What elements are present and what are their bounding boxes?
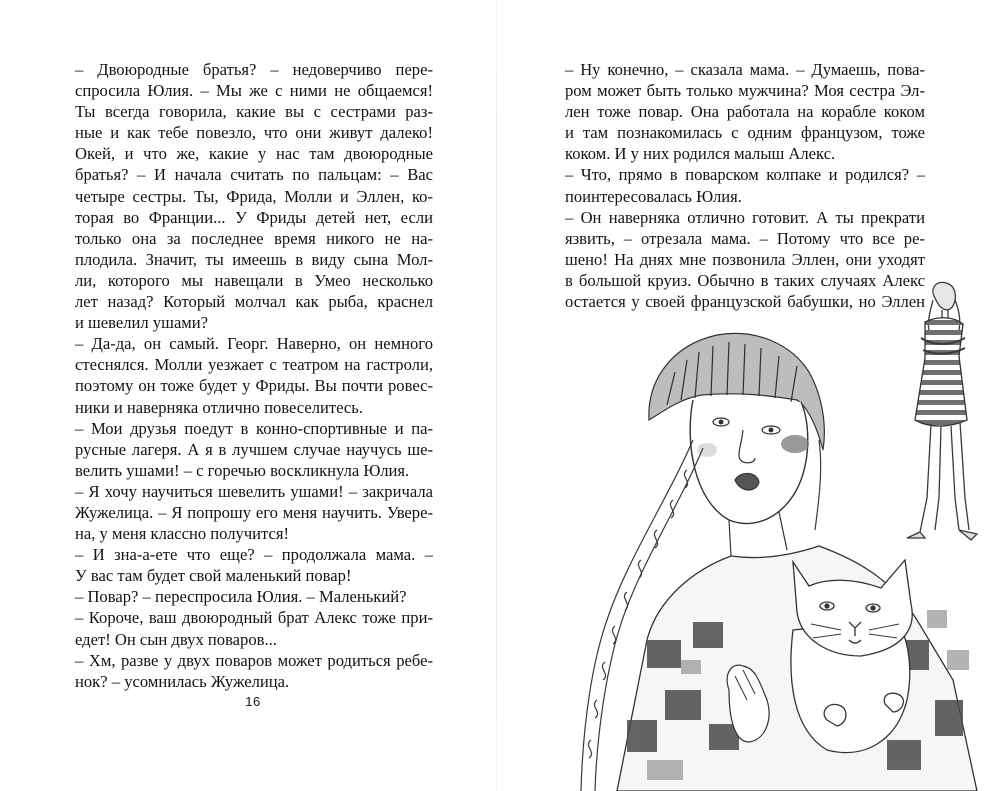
text-line: на, у меня классно получится! xyxy=(75,524,290,544)
text-line: плодила. Значит, ты имеешь в виду сына Мол- xyxy=(75,249,433,269)
text-line: ром может быть только мужчина? Моя сестра Эл- xyxy=(565,81,925,101)
standing-girl-figure xyxy=(907,282,977,540)
text-line: ники и наверняка отлично повеселитесь. xyxy=(75,397,364,417)
text-line: торая во Франции... У Фриды детей нет, если xyxy=(75,207,433,227)
right-page xyxy=(497,0,994,791)
text-line: – И зна-а-ете что еще? – продолжала мама. – xyxy=(75,545,433,565)
text-line: лен тоже повар. Она работала на корабле коком xyxy=(565,102,925,122)
cat-figure xyxy=(791,560,912,753)
text-line: лет назад? Который молчал как рыба, краснел xyxy=(75,292,433,312)
text-line: поинтересовалась Юлия. xyxy=(565,186,742,206)
text-line: четыре сестры. Ты, Фрида, Молли и Эллен, ко- xyxy=(75,186,433,206)
text-line: ные и как тебе повезло, что они живут далеко! xyxy=(75,123,433,143)
text-line: – Что, прямо в поварском колпаке и родился? – xyxy=(565,165,925,185)
text-line: Окей, и что же, какие у нас там двоюродные xyxy=(75,144,433,164)
page-number: 16 xyxy=(245,694,261,709)
text-line: братья? – И начала считать по пальцам: – Вас xyxy=(75,165,433,185)
text-line: ли, которого мы навещали в Умео несколько xyxy=(75,270,433,290)
text-line: Жужелица. – Я попрошу его меня научить. Увере- xyxy=(75,502,433,522)
left-page-text xyxy=(75,59,433,692)
text-line: нок? – усомнилась Жужелица. xyxy=(75,671,290,691)
text-line: коком. И у них родился малыш Алекс. xyxy=(565,144,836,164)
text-line: едет! Он сын двух поваров... xyxy=(75,629,277,649)
text-line: поэтому он тоже будет у Фриды. Вы почти ровес- xyxy=(75,376,433,396)
text-line: Ты всегда говорила, какие вы с сестрами раз- xyxy=(75,102,433,122)
text-line: – Мои друзья поедут в конно-спортивные и па- xyxy=(75,418,433,438)
text-line: шено! На днях мне позвонила Эллен, они уходят xyxy=(565,249,925,269)
text-line: – Двоюродные братья? – недоверчиво пере- xyxy=(75,60,433,79)
text-line: велить ушами! – с горечью воскликнула Юлия. xyxy=(75,460,410,480)
text-line: – Ну конечно, – сказала мама. – Думаешь, пова- xyxy=(565,60,925,79)
text-line: – Хм, разве у двух поваров может родиться ребе- xyxy=(75,650,433,670)
text-line: – Короче, ваш двоюродный брат Алекс тоже при- xyxy=(75,608,433,628)
text-line: – Он наверняка отлично готовит. А ты прекрати xyxy=(565,207,925,227)
text-line: У вас там будет свой маленький повар! xyxy=(75,566,352,586)
text-line: русные лагеря. А я в лучшем случае научусь ше- xyxy=(75,439,433,459)
text-line: – Да-да, он самый. Георг. Наверно, он немного xyxy=(75,334,433,354)
illustration xyxy=(497,0,994,791)
text-line: стеснялся. Молли уезжает с театром на гастроли, xyxy=(75,355,433,375)
text-line: – Я хочу научиться шевелить ушами! – закричала xyxy=(75,481,433,501)
text-line: и шевелил ушами? xyxy=(75,313,209,333)
text-line: и там познакомилась с одним французом, тоже xyxy=(565,123,925,143)
text-line: остается у своей французской бабушки, но Эллен xyxy=(565,292,925,312)
text-line: язвить, – отрезала мама. – Потому что все ре- xyxy=(565,228,925,248)
text-line: – Повар? – переспросила Юлия. – Маленький? xyxy=(75,587,407,607)
text-line: спросила Юлия. – Мы же с ними не общаемся! xyxy=(75,81,433,101)
text-line: в большой круиз. Обычно в таких случаях Алекс xyxy=(565,270,925,290)
text-line: только она за последнее время никого не на- xyxy=(75,228,433,248)
